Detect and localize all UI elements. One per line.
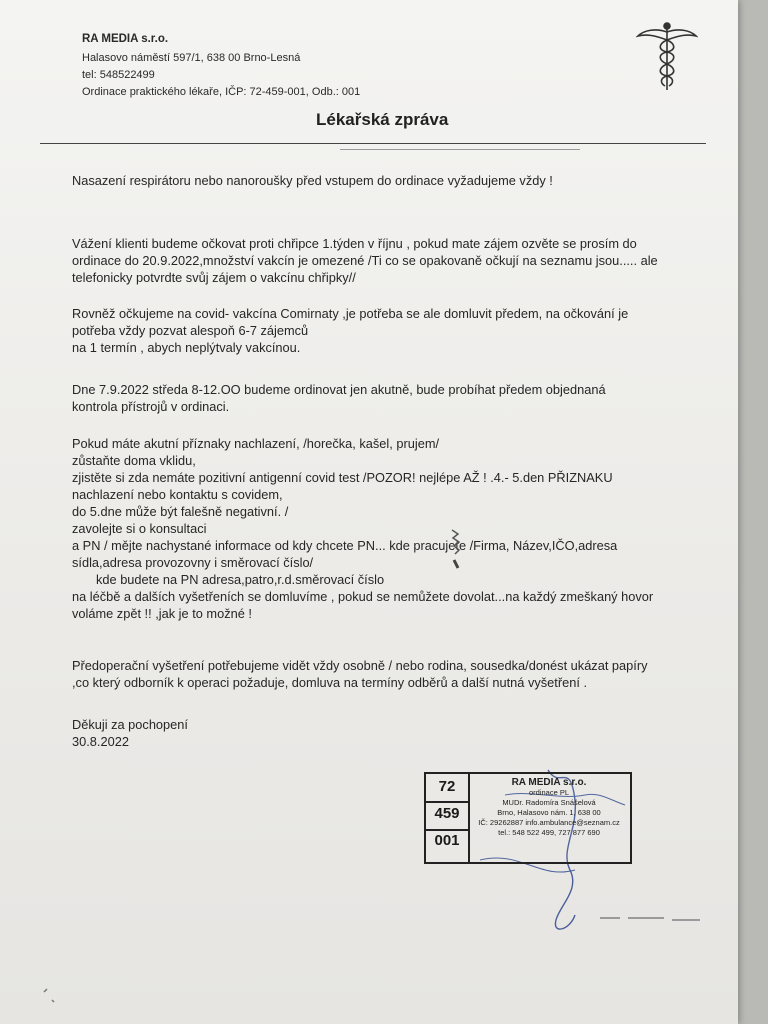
- symptoms-line: voláme zpět !! ,jak je to možné !: [72, 606, 252, 621]
- company-address: Halasovo náměstí 597/1, 638 00 Brno-Lesná: [82, 52, 301, 64]
- stamp-divider: [426, 801, 468, 803]
- preop-line: ,co který odborník k operaci požaduje, domluva na termíny odběrů a další nutná vyšetření .: [72, 675, 588, 690]
- flu-line: telefonicky potvrdte svůj zájem o vakcínu chřipky//: [72, 270, 356, 285]
- practice-info: Ordinace praktického lékaře, IČP: 72-459-001, Odb.: 001: [82, 86, 361, 98]
- stamp-name: RA MEDIA s.r.o.: [511, 777, 587, 788]
- flu-line: Vážení klienti budeme očkovat proti chřipce 1.týden v říjnu , pokud mate zájem ozvěte se prosím do: [72, 236, 637, 251]
- symptoms-line: do 5.dne může být falešně negativní. /: [72, 504, 289, 519]
- symptoms-line: na léčbě a dalších vyšetřeních se domluvíme , pokud se nemůžete dovolat...na každý zmeškaný hovor: [72, 589, 654, 604]
- stamp-number: 001: [434, 832, 460, 849]
- company-name: RA MEDIA s.r.o.: [82, 33, 169, 45]
- stamp-line: Brno, Halasovo nám. 1, 638 00: [497, 808, 601, 817]
- symptoms-line: zůstaňte doma vklidu,: [72, 453, 196, 468]
- closing-date: 30.8.2022: [72, 734, 129, 749]
- stamp-line: tel.: 548 522 499, 727 877 690: [498, 828, 600, 837]
- symptoms-line: kde budete na PN adresa,patro,r.d.směrovací číslo: [96, 572, 385, 587]
- symptoms-line: zavolejte si o konsultaci: [72, 521, 207, 536]
- symptoms-line: zjistěte si zda nemáte pozitivní antigenní covid test /POZOR! nejlépe AŽ ! .4.- 5.den PŘIZNAKU: [72, 470, 613, 485]
- date-notice-line: Dne 7.9.2022 středa 8-12.OO budeme ordinovat jen akutně, bude probíhat předem objednaná: [72, 382, 606, 397]
- stamp-info: [472, 778, 626, 838]
- closing-thanks: Děkuji za pochopení: [72, 717, 188, 732]
- stamp-number: 72: [438, 778, 456, 795]
- stamp-number: 459: [434, 805, 460, 822]
- covid-line: na 1 termín , abych neplýtvaly vakcínou.: [72, 340, 301, 355]
- stamp-line: IČ: 29262887 info.ambulance@seznam.cz: [478, 818, 620, 827]
- stamp-numbers: [426, 774, 470, 862]
- company-phone: tel: 548522499: [82, 69, 155, 81]
- stamp-line: ordinace PL: [528, 788, 570, 797]
- date-notice-line: kontrola přístrojů v ordinaci.: [72, 399, 230, 414]
- stamp-divider: [426, 829, 468, 831]
- preop-line: Předoperační vyšetření potřebujeme vidět vždy osobně / nebo rodina, sousedka/donést ukázat papíry: [72, 658, 648, 673]
- page-title: Lékařská zpráva: [316, 110, 449, 129]
- symptoms-line: a PN / mějte nachystané informace od kdy chcete PN... kde pracujete /Firma, Název,IČO,adresa: [72, 538, 618, 553]
- respirator-notice: Nasazení respirátoru nebo nanoroušky před vstupem do ordinace vyžadujeme vždy !: [72, 173, 553, 188]
- practice-stamp: [424, 772, 632, 864]
- flu-line: ordinace do 20.9.2022,množství vakcín je omezené /Ti co se opakovaně očkují na seznamu jsou..... ale: [72, 253, 658, 268]
- stamp-line: MUDr. Radomíra Snášelová: [502, 798, 596, 807]
- covid-line: potřeba vždy pozvat alespoň 6-7 zájemců: [72, 323, 309, 338]
- symptoms-line: Pokud máte akutní příznaky nachlazení, /horečka, kašel, prujem/: [72, 436, 440, 451]
- symptoms-line: sídla,adresa provozovny i směrovací číslo/: [72, 555, 314, 570]
- covid-line: Rovněž očkujeme na covid- vakcína Comirnaty ,je potřeba se ale domluvit předem, na očkování je: [72, 306, 629, 321]
- symptoms-line: nachlazení nebo kontaktu s covidem,: [72, 487, 283, 502]
